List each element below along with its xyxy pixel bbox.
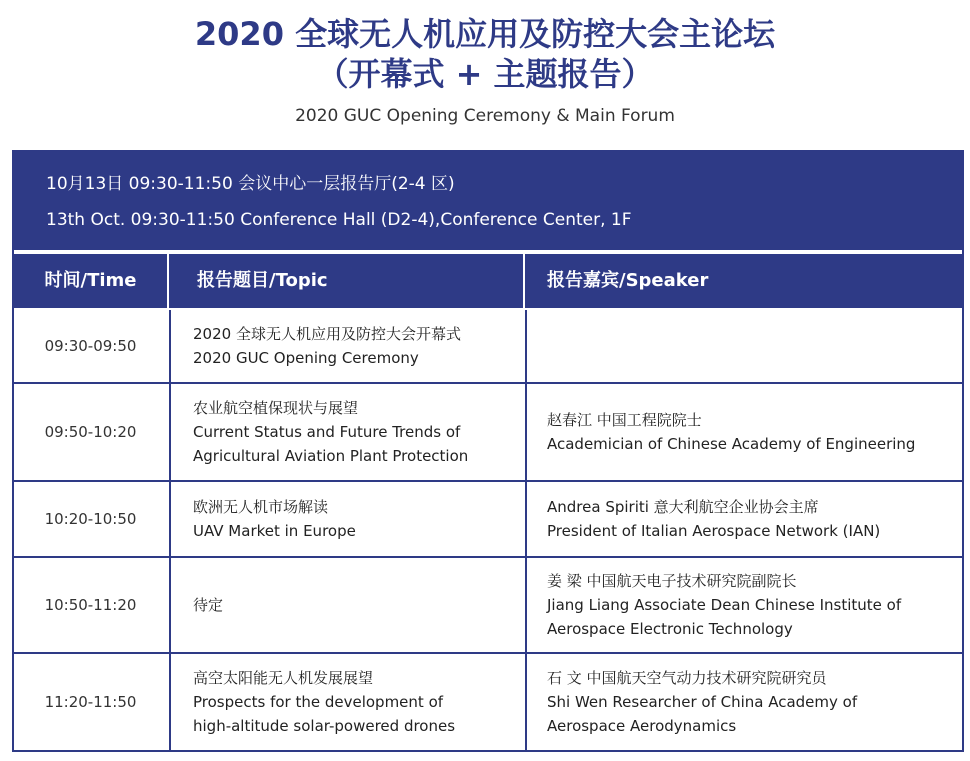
row-speaker: 赵春江 中国工程院院士 Academician of Chinese Academy of Engineering bbox=[525, 384, 962, 480]
row-topic: 欧洲无人机市场解读 UAV Market in Europe bbox=[169, 482, 523, 556]
row-topic: 待定 bbox=[169, 558, 523, 652]
row-time: 11:20-11:50 bbox=[44, 693, 137, 711]
table-row bbox=[14, 654, 962, 750]
row-speaker: 姜 梁 中国航天电子技术研究院副院长 Jiang Liang Associate Dean Chinese Institute of Aerospace Electronic Technology bbox=[525, 558, 962, 652]
page-title: 2020 全球无人机应用及防控大会主论坛 bbox=[194, 15, 776, 53]
column-header-time: 时间/Time bbox=[14, 254, 167, 308]
column-header-topic: 报告题目/Topic bbox=[169, 254, 523, 308]
row-time: 10:20-10:50 bbox=[44, 510, 137, 528]
row-time: 09:30-09:50 bbox=[44, 337, 137, 355]
column-header-speaker: 报告嘉宾/Speaker bbox=[525, 254, 962, 308]
table-row bbox=[14, 310, 962, 384]
session-banner bbox=[14, 152, 962, 250]
table-row bbox=[14, 558, 962, 654]
session-date-location-cn: 10月13日 09:30-11:50 会议中心一层报告厅(2-4 区) bbox=[46, 174, 455, 194]
row-time: 10:50-11:20 bbox=[44, 596, 137, 614]
row-time: 09:50-10:20 bbox=[44, 423, 137, 441]
schedule-table bbox=[12, 150, 964, 752]
row-topic: 农业航空植保现状与展望 Current Status and Future Trends of Agricultural Aviation Plant Protection bbox=[169, 384, 523, 480]
row-topic: 2020 全球无人机应用及防控大会开幕式 2020 GUC Opening Ceremony bbox=[169, 310, 523, 382]
page-title-subline: （开幕式 + 主题报告） bbox=[316, 55, 654, 93]
row-speaker bbox=[525, 310, 962, 382]
row-speaker: Andrea Spiriti 意大利航空企业协会主席 President of Italian Aerospace Network (IAN) bbox=[525, 482, 962, 556]
table-row bbox=[14, 384, 962, 482]
page-subtitle: 2020 GUC Opening Ceremony & Main Forum bbox=[295, 106, 675, 126]
row-topic: 高空太阳能无人机发展展望 Prospects for the development of high-altitude solar-powered drones bbox=[169, 654, 523, 750]
table-row bbox=[14, 482, 962, 558]
row-speaker: 石 文 中国航天空气动力技术研究院研究员 Shi Wen Researcher of China Academy of Aerospace Aerodynamics bbox=[525, 654, 962, 750]
session-date-location-en: 13th Oct. 09:30-11:50 Conference Hall (D2-4),Conference Center, 1F bbox=[46, 210, 632, 230]
